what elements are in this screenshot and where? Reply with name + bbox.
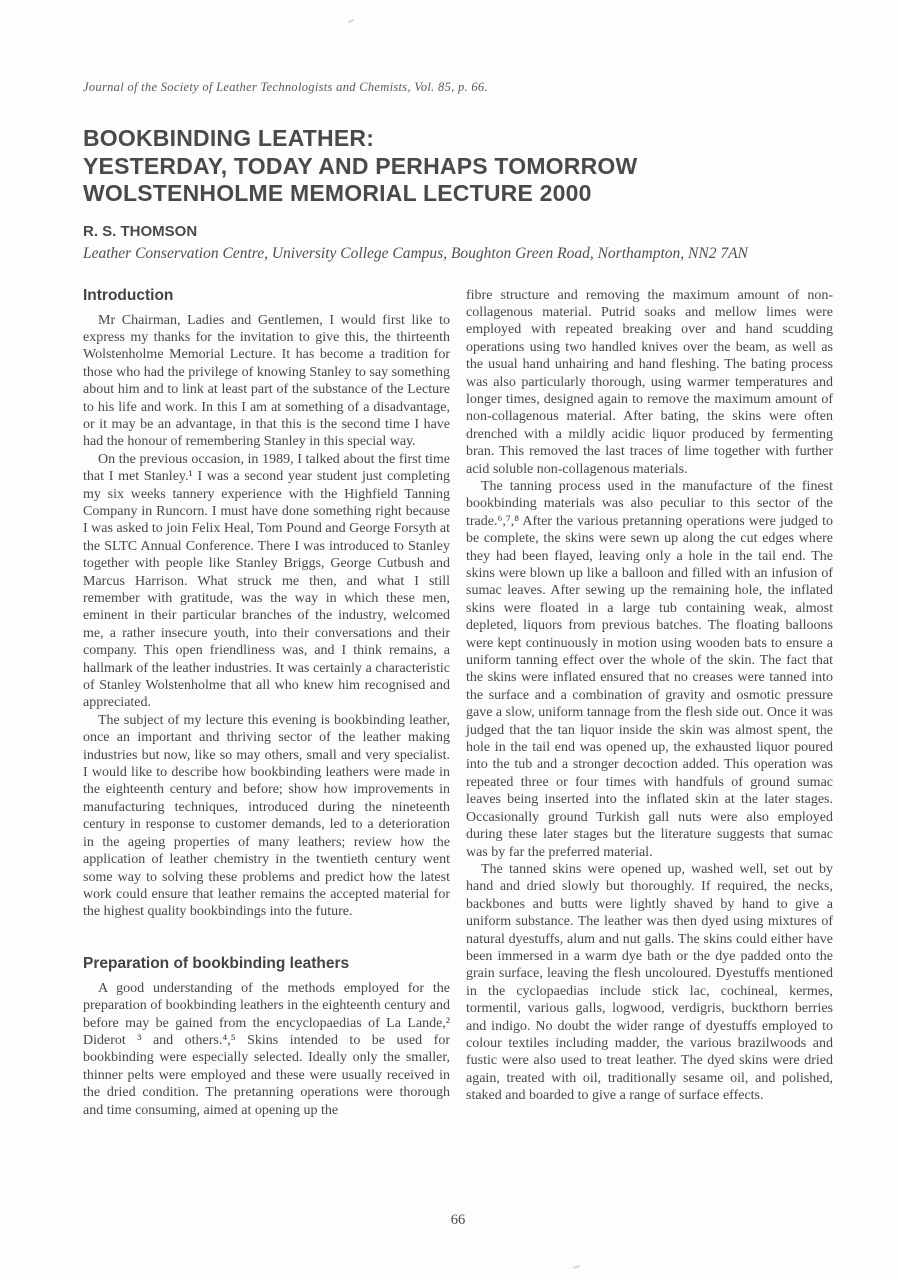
page-number: 66 [450, 1212, 466, 1228]
article-title [83, 125, 833, 208]
paragraph: The tanned skins were opened up, washed well, set out by hand and dried slowly but thoroughly. If required, the necks, backbones and butts were lightly shaved by hand to give a uniform substance. The leather was then dyed using mixtures of natural dyestuffs, alum and nut galls. The skins could either have been immersed in a warm dye bath or the dye padded onto the grain surface, leaving the flesh uncoloured. Dyestuffs mentioned in the cyclopaedias include stick lac, cochineal, kermes, tormentil, various galls, logwood, verdigris, buckthorn berries and indigo. No doubt the wider range of dyestuffs employed to colour textiles including madder, the various brazilwoods and fustic were also used to treat leather. The dyed skins were dried again, treated with oil, traditionally sesame oil, and polished, staked and boarded to give a range of surface effects. [466, 861, 833, 1104]
paragraph: Mr Chairman, Ladies and Gentlemen, I would first like to express my thanks for the invitation to give this, the thirteenth Wolstenholme Memorial Lecture. It has become a tradition for those who had the privilege of knowing Stanley to say something about him and to link at least part of the substance of the Lecture to his life and work. In this I am at something of a disadvantage, or it may be an advantage, in that this is the second time I have had the honour of remembering Stanley in this special way. [83, 312, 450, 450]
two-column-body [83, 287, 833, 1119]
paragraph: On the previous occasion, in 1989, I talked about the first time that I met Stanley.¹ I was a second year student just completing my six weeks tannery experience with the Highfield Tanning Company in Runcorn. I must have done something right because I was asked to join Felix Heal, Tom Pound and George Forsyth at the SLTC Annual Conference. There I was introduced to Stanley together with people like Stanley Briggs, George Cutbush and Marcus Harrison. What struck me then, and what I still remember with gratitude, was the way in which these men, eminent in their particular branches of the industry, welcomed me, a rather insecure youth, into their conversations and their company. This open friendliness was, and I think remains, a hallmark of the leather industries. It was certainly a characteristic of Stanley Wolstenholme that all who knew him recognised and appreciated. [83, 451, 450, 711]
author-affiliation: Leather Conservation Centre, University College Campus, Boughton Green Road, Northampton, NN2 7AN [83, 244, 748, 262]
paragraph: fibre structure and removing the maximum amount of non-collagenous material. Putrid soaks and mellow limes were employed with repeated breaking over and hand scudding operations using two handled knives over the beam, as well as the usual hand unhairing and hand fleshing. The bating process was also particularly thorough, using warmer temperatures and longer times, designed again to remove the maximum amount of non-collagenous material. After bating, the skins were often drenched with a mildly acidic liquor produced by fermenting bran. This removed the last traces of lime together with further acid soluble non-collagenous materials. [466, 287, 833, 477]
author-name: R. S. THOMSON [83, 222, 198, 240]
paragraph: A good understanding of the methods employed for the preparation of bookbinding leathers in the eighteenth century and before may be gained from the encyclopaedias of La Lande,² Diderot ³ and others.⁴,⁵ Skins intended to be used for bookbinding were especially selected. Ideally only the smaller, thinner pelts were employed and these were usually received in the dried condition. The pretanning operations were thorough and time consuming, aimed at opening up the [83, 980, 450, 1118]
paragraph: The subject of my lecture this evening is bookbinding leather, once an important and thriving sector of the leather making industries but now, like so may others, small and very specialist. I would like to describe how bookbinding leathers were made in the eighteenth century and before; show how improvements in manufacturing techniques, introduced during the nineteenth century in response to customer demands, led to a deterioration in the ageing properties of many leathers; review how the application of leather chemistry in the twentieth century went some way to solving these problems and predict how the latest work could ensure that leather remains the accepted material for the highest quality bookbindings into the future. [83, 712, 450, 920]
right-column [466, 287, 833, 1119]
section-heading-introduction: Introduction [83, 286, 174, 304]
paragraph: The tanning process used in the manufacture of the finest bookbinding materials was also peculiar to this sector of the trade.⁶,⁷,⁸ After the various pretanning operations were judged to be complete, the skins were sewn up along the cut edges where they had been flayed, leaving only a hole in the tail end. The skins were blown up like a balloon and filled with an infusion of sumac leaves. After sewing up the remaining hole, the inflated skins were floated in a large tub containing weak, almost depleted, liquors from previous batches. The floating balloons were kept continuously in motion using wooden bats to ensure a uniform tanning effect over the whole of the skin. The fact that the skins were inflated ensured that no creases were tanned into the surface and a combination of gravity and osmotic pressure gave a slow, uniform tannage from the flesh side out. Once it was judged that the tan liquor inside the skin was almost spent, the hole in the tail end was opened up, the exhausted liquor poured into the tub and a stronger decoction added. This operation was repeated three or four times with handfuls of ground sumac leaves being inserted into the inflated skin at the later stages. Occasionally ground Turkish gall nuts were also employed during these later stages but the literature suggests that sumac was by far the preferred material. [466, 478, 833, 860]
scan-artifact [573, 1265, 580, 1269]
article-title-line-3: WOLSTENHOLME MEMORIAL LECTURE 2000 [83, 180, 592, 206]
article-title-line-2: YESTERDAY, TODAY AND PERHAPS TOMORROW [83, 152, 638, 179]
scan-artifact [348, 19, 354, 23]
left-column [83, 287, 450, 1119]
journal-citation-line: Journal of the Society of Leather Technologists and Chemists, Vol. 85, p. 66. [83, 80, 488, 94]
article-title-line-1: BOOKBINDING LEATHER: [83, 125, 375, 151]
section-heading-preparation: Preparation of bookbinding leathers [83, 954, 350, 972]
